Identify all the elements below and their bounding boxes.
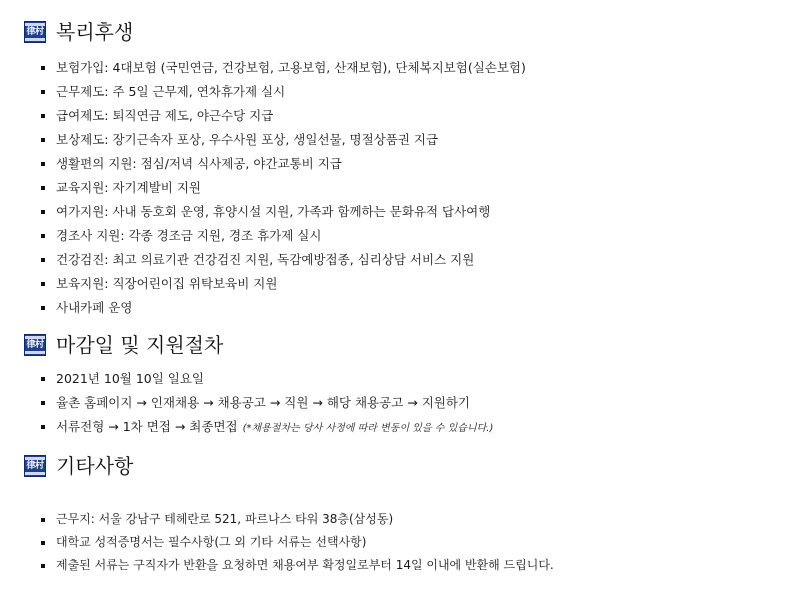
- bullet-icon: [41, 162, 45, 166]
- yulchon-logo-icon: 律村: [24, 21, 46, 43]
- section-title-text: 복리후생: [56, 20, 134, 44]
- bullet-icon: [41, 306, 45, 310]
- bullet-icon: [41, 401, 45, 405]
- list-item: 2021년 10월 10일 일요일: [24, 367, 790, 391]
- bullet-icon: [41, 114, 45, 118]
- section-deadline: [24, 331, 790, 439]
- section-welfare: [24, 18, 790, 320]
- bullet-icon: [41, 541, 45, 545]
- bullet-icon: [41, 258, 45, 262]
- welfare-list: [24, 56, 790, 320]
- bullet-icon: [41, 564, 45, 568]
- list-item: 율촌 홈페이지 → 인재채용 → 채용공고 → 직원 → 해당 채용공고 → 지원하기: [24, 391, 790, 415]
- process-note: (*채용절차는 당사 사정에 따라 변동이 있을 수 있습니다.): [242, 423, 494, 434]
- bullet-icon: [41, 234, 45, 238]
- etc-list: [24, 508, 790, 577]
- bullet-icon: [41, 425, 45, 429]
- section-title-etc: [24, 452, 790, 480]
- list-item: 사내카페 운영: [24, 296, 790, 320]
- section-etc: [24, 452, 790, 577]
- list-item: 여가지원: 사내 동호회 운영, 휴양시설 지원, 가족과 함께하는 문화유적 답사여행: [24, 200, 790, 224]
- list-item: 경조사 지원: 각종 경조금 지원, 경조 휴가제 실시: [24, 224, 790, 248]
- list-item: 교육지원: 자기계발비 지원: [24, 176, 790, 200]
- list-item: 근무제도: 주 5일 근무제, 연차휴가제 실시: [24, 80, 790, 104]
- bullet-icon: [41, 138, 45, 142]
- bullet-icon: [41, 66, 45, 70]
- bullet-icon: [41, 186, 45, 190]
- list-item: 생활편의 지원: 점심/저녁 식사제공, 야간교통비 지급: [24, 152, 790, 176]
- bullet-icon: [41, 377, 45, 381]
- list-item: 대학교 성적증명서는 필수사항(그 외 기타 서류는 선택사항): [24, 531, 790, 554]
- bullet-icon: [41, 282, 45, 286]
- list-item: 제출된 서류는 구직자가 반환을 요청하면 채용여부 확정일로부터 14일 이내에 반환해 드립니다.: [24, 554, 790, 577]
- list-item: 보육지원: 직장어린이집 위탁보육비 지원: [24, 272, 790, 296]
- bullet-icon: [41, 90, 45, 94]
- list-item: 근무지: 서울 강남구 테헤란로 521, 파르나스 타워 38층(삼성동): [24, 508, 790, 531]
- list-item: 급여제도: 퇴직연금 제도, 야근수당 지급: [24, 104, 790, 128]
- yulchon-logo-icon: 律村: [24, 334, 46, 356]
- list-item: 보험가입: 4대보험 (국민연금, 건강보험, 고용보험, 산재보험), 단체복지보험(실손보험): [24, 56, 790, 80]
- deadline-list: [24, 367, 790, 439]
- list-item: 서류전형 → 1차 면접 → 최종면접 (*채용절차는 당사 사정에 따라 변동이 있을 수 있습니다.): [24, 415, 790, 439]
- list-item: 건강검진: 최고 의료기관 건강검진 지원, 독감예방접종, 심리상담 서비스 지원: [24, 248, 790, 272]
- section-title-text: 기타사항: [56, 454, 134, 478]
- section-title-text: 마감일 및 지원절차: [56, 333, 224, 357]
- bullet-icon: [41, 210, 45, 214]
- section-title-deadline: [24, 331, 790, 359]
- yulchon-logo-icon: 律村: [24, 455, 46, 477]
- bullet-icon: [41, 518, 45, 522]
- list-item: 보상제도: 장기근속자 포상, 우수사원 포상, 생일선물, 명절상품권 지급: [24, 128, 790, 152]
- section-title-welfare: [24, 18, 790, 46]
